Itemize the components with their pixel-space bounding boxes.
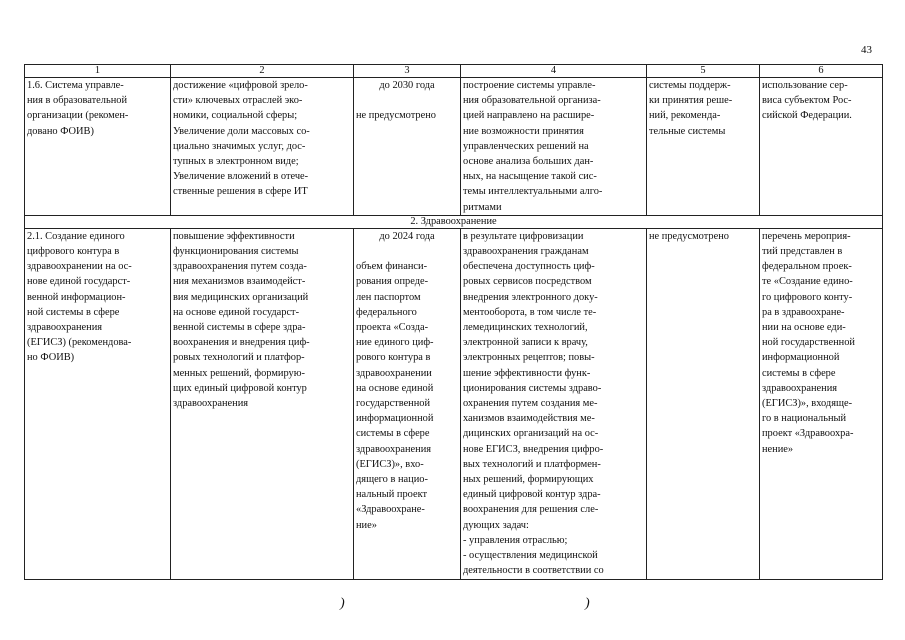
column-header: 3 [354, 65, 461, 78]
implementation-cell: использование сер- виса субъектом Рос- сийской Федерации. [760, 78, 883, 216]
deadline-funding-cell: до 2030 года не предусмотрено [354, 78, 461, 216]
table-row [25, 78, 883, 216]
column-header: 5 [647, 65, 760, 78]
result-cell: в результате цифровизации здравоохранения гражданам обеспечена доступность циф- ровых сервисов посредством внедрения электронного доку- ментооборота, в том числе те- лемедицинских технологий, электронной записи к врачу, электронных рецептов; повы- шение эффективности функ- ционирования системы здраво- охранения путем создания ме- ханизмов взаимодействия ме- дицинских организаций на ос- нове ЕГИСЗ, внедрения цифро- вых технологий и платформен- ных решений, формирующих единый цифровой контур здра- воохранения для решения сле- дующих задач: - управления отраслью; - осуществления медицинской деятельности в соответствии со [461, 228, 647, 579]
table-row [25, 228, 883, 579]
technologies-cell: системы поддерж- ки принятия реше- ний, рекоменда- тельные системы [647, 78, 760, 216]
deadline-funding-cell: до 2024 года объем финанси- рования опреде- лен паспортом федерального проекта «Созда- ние единого циф- рового контура в здравоохранении на основе единой государственной информационной системы в сфере здравоохранения (ЕГИСЗ)», вхо- дящего в нацио- нальный проект «Здравоохране- ние» [354, 228, 461, 579]
section-title: 2. Здравоохранение [25, 215, 883, 228]
column-header: 2 [171, 65, 354, 78]
technologies-cell: не предусмотрено [647, 228, 760, 579]
result-cell: построение системы управле- ния образовательной организа- цией направлено на расшире- ние возможности принятия управленческих решений на основе анализа больших дан- ных, на насыщение такой сис- темы интеллектуальными алго- ритмами [461, 78, 647, 216]
implementation-cell: перечень мероприя- тий представлен в федеральном проек- те «Создание едино- го цифрового конту- ра в здравоохране- нии на основе еди- ной государственной информационной системы в сфере здравоохранения (ЕГИСЗ)», входяще- го в национальный проект «Здравоохра- нение» [760, 228, 883, 579]
measure-name-cell: 2.1. Создание единого цифрового контура в здравоохранении на ос- нове единой государст- венной информацион- ной системы в сфере здравоохранения (ЕГИСЗ) (рекомендова- но ФОИВ) [25, 228, 171, 579]
table-header-row [25, 65, 883, 78]
indicators-cell: достижение «цифровой зрело- сти» ключевых отраслей эко- номики, социальной сферы; Увеличение доли массовых со- циально значимых услуг, дос- тупных в электронном виде; Увеличение вложений в отече- ственные решения в сфере ИТ [171, 78, 354, 216]
indicators-cell: повышение эффективности функционирования системы здравоохранения путем созда- ния механизмов взаимодейст- вия медицинских организаций на основе единой государст- венной системы в сфере здра- воохранения и внедрения циф- ровых технологий и платфор- менных решений, формирую- щих единый цифровой контур здравоохранения [171, 228, 354, 579]
section-row [25, 215, 883, 228]
column-header: 6 [760, 65, 883, 78]
column-header: 4 [461, 65, 647, 78]
page-number: 43 [861, 44, 872, 56]
footer-mark: ) [340, 596, 345, 611]
measure-name-cell: 1.6. Система управле- ния в образовательной организации (рекомен- довано ФОИВ) [25, 78, 171, 216]
column-header: 1 [25, 65, 171, 78]
footer-mark: ) [585, 596, 590, 611]
measures-table [24, 64, 883, 580]
